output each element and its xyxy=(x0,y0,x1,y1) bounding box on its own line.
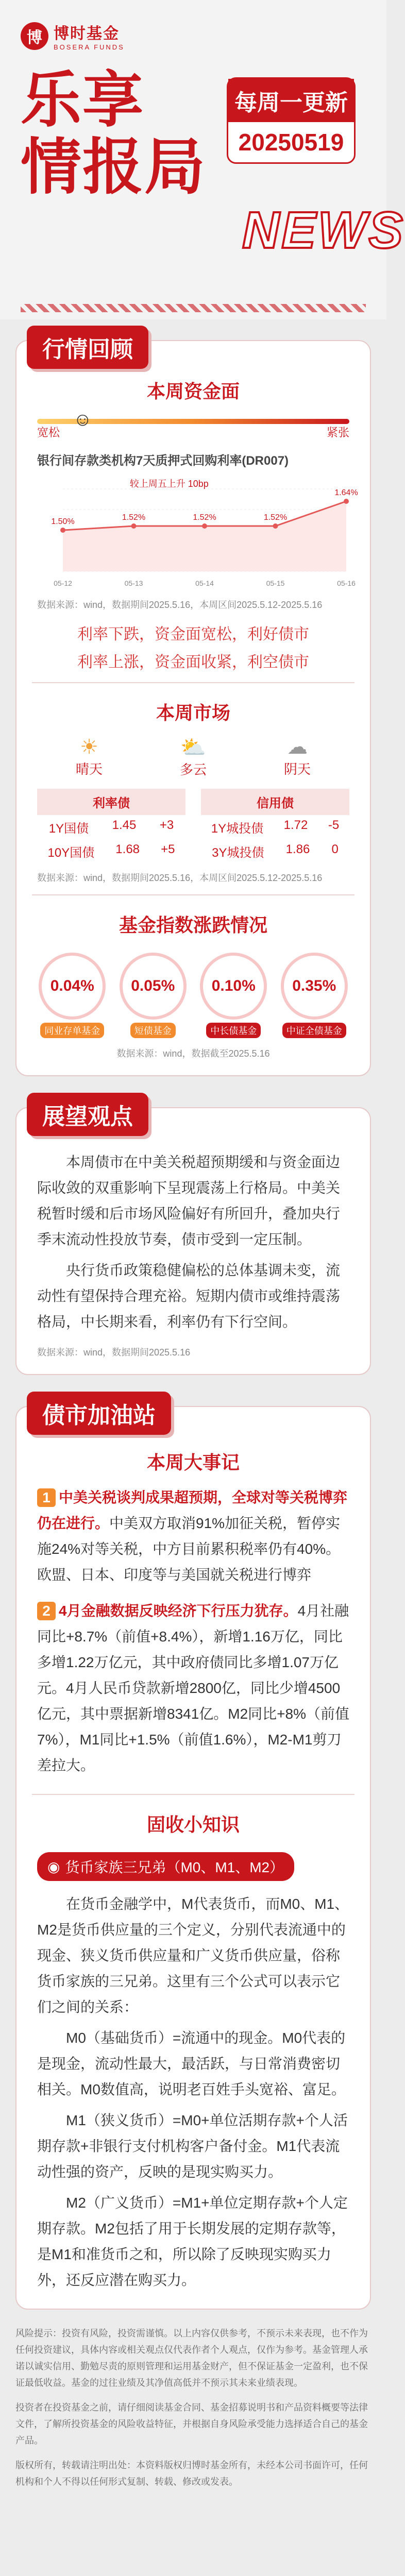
chart-annotation: 较上周五上升 10bp xyxy=(129,479,209,489)
data-label: 1.64% xyxy=(334,488,358,497)
data-point xyxy=(202,523,207,529)
x-tick-label: 05-13 xyxy=(124,579,143,587)
brand-logo xyxy=(21,21,125,51)
index-item: 0.35% 中证全债基金 xyxy=(278,953,350,1038)
source-note: 数据来源：wind，数据期间2025.5.16，本周区间2025.5.12-2025.5.16 xyxy=(37,600,323,610)
smile-icon: ☺ xyxy=(73,409,92,430)
market-review-section xyxy=(15,337,371,1076)
disclaimer-p3: 版权所有，转载请注明出处：本资料版权归博时基金所有，未经本公司书面许可，任何机构和个人不得以任何形式复制、转载、修改或发表。 xyxy=(15,2460,368,2487)
event-2-number: 2 xyxy=(37,1602,56,1620)
market-source: 数据来源：wind，数据期间2025.5.16，本周区间2025.5.12-2025.5.16 xyxy=(37,873,323,883)
logo-en: BOSERA FUNDS xyxy=(54,43,125,51)
section-title-outlook: 展望观点 xyxy=(27,1093,148,1136)
chart-title: 银行间存款类机构7天质押式回购利率(DR007) xyxy=(37,454,289,468)
disclaimer-p2: 投资者在投资基金之前，请仔细阅读基金合同、基金招募说明书和产品资料概要等法律文件，了解所投资基金的风险收益特征，并根据自身风险承受能力选择适合自己的基金产品。 xyxy=(15,2402,368,2446)
weekly-badge xyxy=(227,77,356,164)
events-title: 本周大事记 xyxy=(146,1452,240,1473)
x-tick-label: 05-14 xyxy=(195,579,214,587)
x-tick-label: 05-16 xyxy=(337,579,356,587)
section-title-bond-station: 债市加油站 xyxy=(27,1392,171,1435)
series-area xyxy=(63,501,346,571)
event-1-number: 1 xyxy=(37,1488,56,1507)
weekly-label: 每周一更新 xyxy=(228,79,354,122)
x-tick-label: 05-12 xyxy=(54,579,72,587)
index-item: 0.04% 同业存单基金 xyxy=(36,953,108,1038)
issue-date: 20250519 xyxy=(238,129,344,156)
logo-mark: 博 xyxy=(21,22,48,50)
data-point xyxy=(131,523,137,529)
weather-sunny: 晴天 xyxy=(75,761,103,777)
market-title: 本周市场 xyxy=(156,702,230,723)
bond-station-section xyxy=(15,1403,371,2310)
sunny-icon: ☀ xyxy=(80,736,98,758)
disclaimer xyxy=(15,2325,371,2490)
index-row xyxy=(32,953,355,1038)
decorative-stripes xyxy=(21,304,366,312)
knowledge-tag: ◉ 货币家族三兄弟（M0、M1、M2） xyxy=(37,1852,294,1881)
index-item: 0.10% 中长债基金 xyxy=(197,953,269,1038)
data-point xyxy=(60,528,65,533)
rate-bullets xyxy=(16,621,370,672)
dr007-chart-svg xyxy=(37,473,362,592)
outlook-p2: 央行货币政策稳健偏松的总体基调未变，流动性有望保持合理充裕。短期内债市或维持震荡格局，中长期来看，利率仍有下行空间。 xyxy=(37,1262,341,1330)
knowledge-title: 固收小知识 xyxy=(146,1814,240,1835)
title-line-2: 情报局 xyxy=(21,133,207,201)
knowledge-p1: 在货币金融学中，M代表货币，而M0、M1、M2是货币供应量的三个定义，分别代表流通中的现金、狭义货币供应量和广义货币供应量，俗称货币家族的三兄弟。这里有三个公式可以表示它们之间的关系： xyxy=(37,1896,349,2015)
fund-title: 本周资金面 xyxy=(146,381,240,402)
cloudy-icon: ⛅ xyxy=(180,736,206,759)
weather-cloudy: 多云 xyxy=(179,762,207,777)
knowledge-p4: M2（广义货币）=M1+单位定期存款+个人定期存款。M2包括了用于长期发展的定期存款等，是M1和准货币之和，所以除了反映现实购买力外，还反应潜在购买力。 xyxy=(37,2195,348,2288)
outlook-source: 数据来源：wind，数据期间2025.5.16 xyxy=(37,1347,191,1358)
loose-label: 宽松 xyxy=(37,426,60,439)
coin-icon: ◉ xyxy=(47,1858,60,1875)
tight-label: 紧张 xyxy=(326,426,349,439)
index-title: 基金指数涨跌情况 xyxy=(119,914,267,936)
index-item: 0.05% 短债基金 xyxy=(117,953,189,1038)
rates-table: 利率债 1Y国债 1.45 +3 10Y国债 1.68 +5 xyxy=(37,789,185,863)
weather-overcast: 阴天 xyxy=(283,761,311,777)
logo-cn: 博时基金 xyxy=(54,25,120,42)
data-point xyxy=(344,499,349,504)
dr007-chart xyxy=(37,473,358,595)
knowledge-p3: M1（狭义货币）=M0+单位活期存款+个人活期存款+非银行支付机构客户备付金。M1代表流动性强的资产，反映的是现实购买力。 xyxy=(37,2112,348,2180)
index-source: 数据来源：wind，数据截至2025.5.16 xyxy=(116,1048,270,1059)
data-label: 1.52% xyxy=(193,513,216,522)
data-label: 1.52% xyxy=(263,513,288,522)
weather-row xyxy=(37,735,349,778)
title-line-1: 乐享 xyxy=(21,66,145,134)
data-label: 1.52% xyxy=(122,513,146,522)
outlook-section xyxy=(15,1104,371,1375)
news-wordmark: NEWS xyxy=(242,201,405,259)
header xyxy=(0,0,405,319)
data-label: 1.50% xyxy=(51,517,75,526)
x-tick-label: 05-15 xyxy=(266,579,285,587)
market-tables xyxy=(37,789,349,863)
event-2: 2 4月金融数据反映经济下行压力犹存。4月社融同比+8.7%（前值+8.4%），新增1.16万亿，同比多增1.22万亿元，其中政府债同比多增1.07万亿元。4月人民币贷款新增2800亿，同比少增4500亿元，其中票据新增8341亿。M2同比+8%（前值7%），M1同比+1.5%（前值1.6%），M2-M1剪刀差拉大。 xyxy=(37,1603,350,1773)
page-title xyxy=(21,67,216,201)
overcast-icon: ☁ xyxy=(286,736,308,758)
bullet-2: 利率上涨，资金面收紧，利空债市 xyxy=(77,654,309,671)
outlook-p1: 本周债市在中美关税超预期缓和与资金面边际收敛的双重影响下呈现震荡上行格局。中美关税暂时缓和后市场风险偏好有所回升，叠加央行季末流动性投放节奏，债市受到一定压制。 xyxy=(37,1154,341,1247)
disclaimer-p1: 风险提示：投资有风险，投资需谨慎。以上内容仅供参考，不预示未来表现，也不作为任何投资建议，具体内容或相关观点仅代表作者个人观点，仅作为参考。基金管理人承诺以诚实信用、勤勉尽责的原则管理和运用基金财产，但不保证基金一定盈利，也不保证最低收益。基金的过往业绩及其净值高低并不预示其未来业绩表现。 xyxy=(15,2328,368,2388)
data-point xyxy=(273,523,278,529)
section-title-market-review: 行情回顾 xyxy=(27,326,148,369)
liquidity-scale xyxy=(37,409,349,440)
bullet-1: 利率下跌，资金面宽松，利好债市 xyxy=(77,626,309,643)
knowledge-p2: M0（基础货币）=流通中的现金。M0代表的是现金，流动性最大，最活跃，与日常消费密切相关。M0数值高，说明老百姓手头宽裕、富足。 xyxy=(37,2030,346,2097)
credit-table: 信用债 1Y城投债 1.72 -5 3Y城投债 1.86 0 xyxy=(201,789,349,863)
event-1: 1 中美关税谈判成果超预期，全球对等关税博弈仍在进行。中美双方取消91%加征关税，暂停实施24%对等关税，中方目前累积税率仍有40%。欧盟、日本、印度等与美国就关税进行博弈 xyxy=(37,1489,348,1583)
